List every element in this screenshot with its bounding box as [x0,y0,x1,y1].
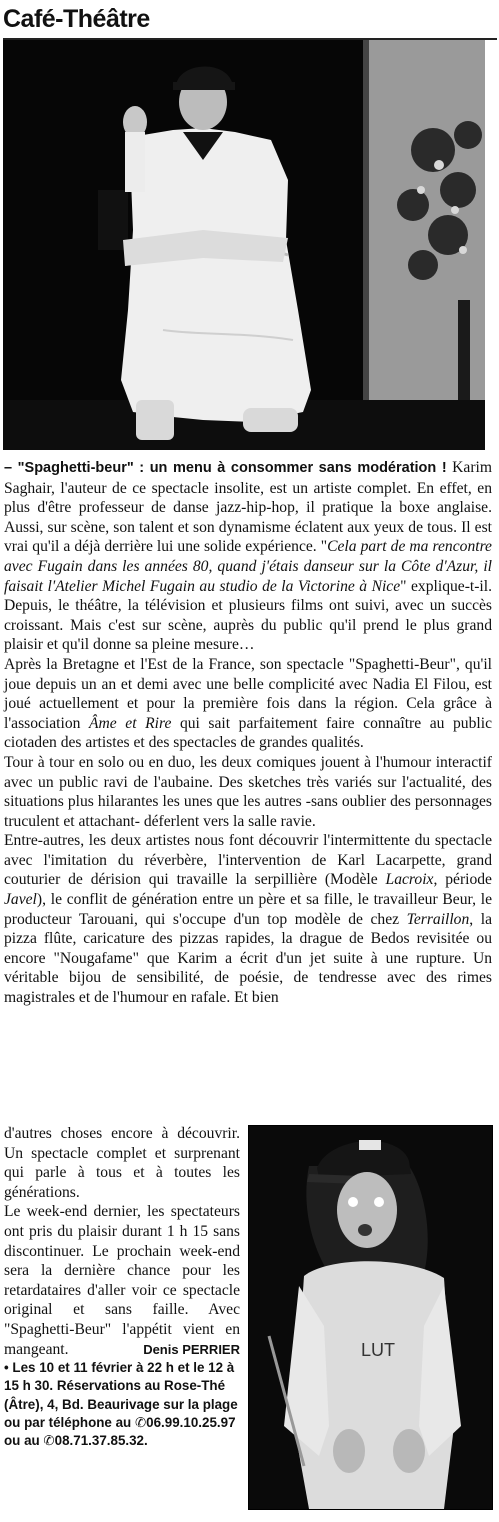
sketches-text-b: , période [433,871,492,889]
paragraph-sketches [4,831,492,1007]
performer-photo-drawing [3,40,485,450]
sketches-text-d: , la pizza flûte, caricature des pizzas rapides, la drague de Bedos revisitée ou encore "Nougafame" que Karim a écrit d'un jet suite à une rupture. Un véritable bijou de sensibilité, de poésie, de tendresse avec des rimes magistrales et de l'humour en rafale. Et bien [4,910,492,1007]
article-column [4,1124,240,1450]
intro-text-a: Karim Saghair, l'auteur de ce spectacle insolite, est un artiste complet. En effet, en plus d'être professeur de danse jazz-hip-hop, il pratique la boxe anglaise. Aussi, sur scène, son talent et son dynamisme éclatent aux yeux de tous. Il est vrai qu'il a déjà derrière lui une solide expérience. " [4,459,492,556]
fugain-quote: Cela part de ma rencontre avec Fugain dans les années 80, quand j'étais danseur sur la Côte d'Azur, il faisait l'Atelier Michel Fugain au studio de la Victorine à Nice [4,538,492,595]
brand-javel: Javel [4,891,37,909]
brand-lacroix: Lacroix [385,871,434,889]
paragraph-weekend [4,1202,240,1359]
rubric-header [3,4,497,40]
sketches-continued: d'autres choses encore à découvrir. Un spectacle complet et surprenant qui parle à tous et à toutes les générations. [4,1125,240,1201]
actress-photo [248,1125,493,1510]
paragraph-bretagne [4,655,492,753]
sketches-text-c: ), le conflit de génération entre un père et sa fille, le travailleur Beur, le producteur Tarouani, qui s'occupe d'un top modèle de chez [4,891,492,928]
rubric-title: Café-Théâtre [3,5,150,33]
article-body [4,458,492,1008]
sketches-text-a: Entre-autres, les deux artistes nous font découvrir l'intermittente du spectacle avec l'imitation du réverbère, l'intervention de Karl Lacarpette, grand couturier de dérision qui travaille la serpillière (Modèle [4,832,492,889]
article-lead: – "Spaghetti-beur" : un menu à consommer sans modération ! [4,460,447,476]
bretagne-text-a: Après la Bretagne et l'Est de la France, son spectacle "Spaghetti-Beur", qu'il joue depuis un an et demi avec une belle complicité avec Nadia El Filou, est joué actuellement et pour la première fois dans la région. Cela grâce à l'association [4,655,492,732]
practical-info: • Les 10 et 11 février à 22 h et le 12 à 15 h 30. Réservations au Rose-Thé (Âtre), 4, Bd. Beaurivage sur la plage ou par téléphone au ✆06.99.10.25.97 ou au ✆08.71.37.85.32. [4,1360,238,1448]
intro-text-b: " explique-t-il. Depuis, le théâtre, la télévision et plusieurs films ont suivi, avec un succès croissant. Mais c'est sur scène, auprès du public qu'il prend le plus grand plaisir et qu'il donne sa pleine mesure… [4,577,492,654]
actress-photo-drawing [249,1126,492,1509]
bretagne-text-b: qui sait parfaitement faire connaître au public ciotaden des artistes et des spectacles de grandes qualités. [4,714,492,752]
brand-terraillon: Terraillon [406,910,470,928]
paragraph-intro [4,458,492,655]
weekend-text: Le week-end dernier, les spectateurs ont pris du plaisir durant 1 h 15 sans discontinuer. Le prochain week-end sera la dernière chance pour les retardataires d'aller voir ce spectacle original et sans faille. Avec "Spaghetti-Beur" l'appétit vient en mangeant. [4,1203,240,1358]
paragraph-duo: Tour à tour en solo ou en duo, les deux comiques jouent à l'humour interactif avec un public ravi de l'aubaine. Des sketches très variés sur l'actualité, des situations plus hilarantes les unes que les autres -sans oublier des personnages truculent et attachant- déferlent vers la salle ravie. [4,753,492,830]
performer-photo [3,40,485,450]
author-byline: Denis PERRIER [143,1341,240,1357]
shirt-lettering: LUT [361,1340,396,1360]
association-name: Âme et Rire [89,714,172,732]
